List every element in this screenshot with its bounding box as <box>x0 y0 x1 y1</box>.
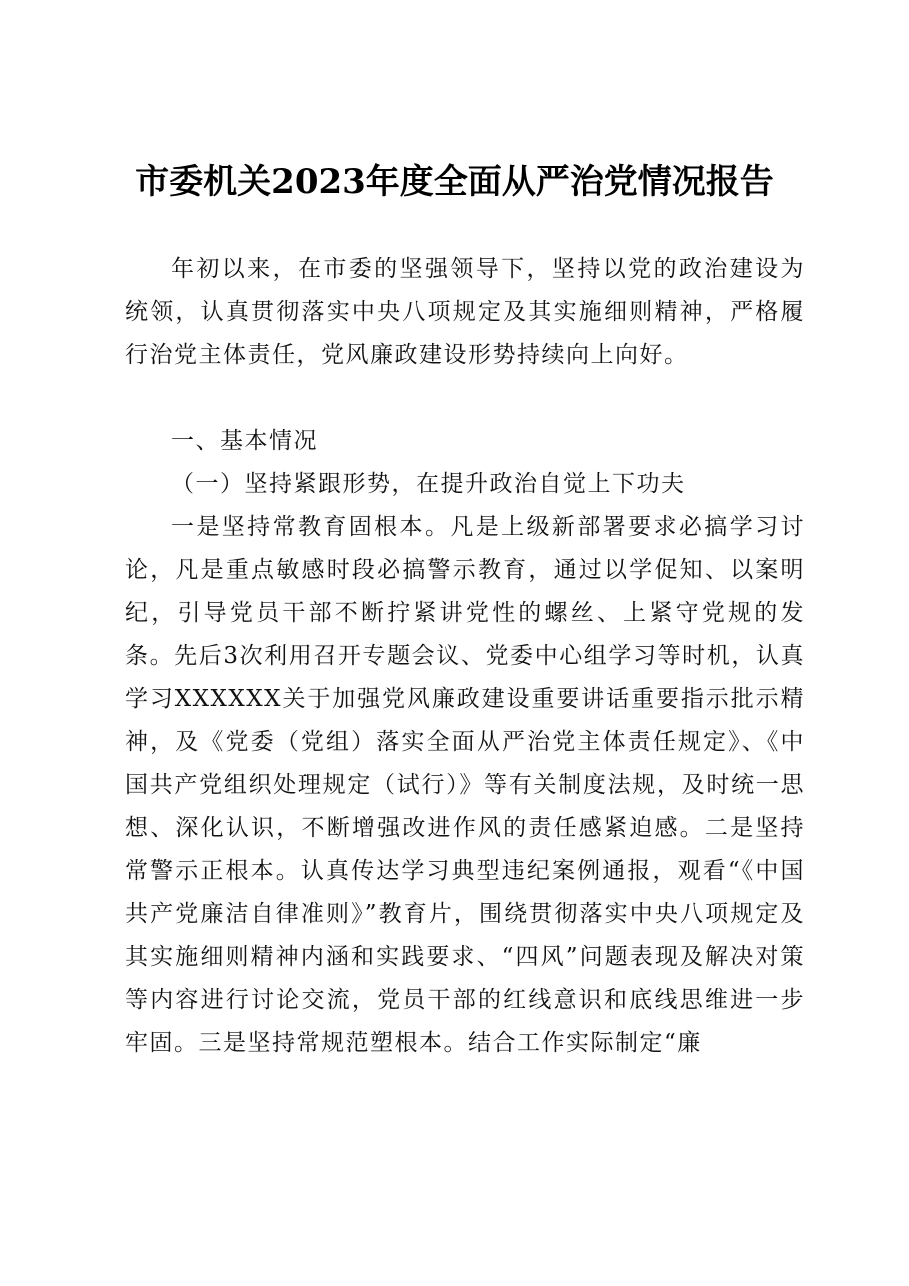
intro-paragraph: 年初以来，在市委的坚强领导下，坚持以党的政治建设为统领，认真贯彻落实中央八项规定及其实施细则精神，严格履行治党主体责任，党风廉政建设形势持续向上向好。 <box>125 256 805 368</box>
document-title: 市委机关2023年度全面从严治党情况报告 <box>135 162 774 202</box>
subsection-heading-political-awareness: （一）坚持紧跟形势，在提升政治自觉上下功夫 <box>171 471 686 497</box>
body-paragraph: 一是坚持常教育固根本。凡是上级新部署要求必搞学习讨论，凡是重点敏感时段必搞警示教育，通过以学促知、以案明纪，引导党员干部不断拧紧讲党性的螺丝、上紧守党规的发条。先后3次利用召开专题会议、党委中心组学习等时机，认真学习XXXXXX关于加强党风廉政建设重要讲话重要指示批示精神，及《党委（党组）落实全面从严治党主体责任规定》、《中国共产党组织处理规定（试行）》等有关制度法规，及时统一思想、深化认识，不断增强改进作风的责任感紧迫感。二是坚持常警示正根本。认真传达学习典型违纪案例通报，观看“《中国共产党廉洁自律准则》”教育片，围绕贯彻落实中央八项规定及其实施细则精神内涵和实践要求、“四风”问题表现及解决对策等内容进行讨论交流，党员干部的红线意识和底线思维进一步牢固。三是坚持常规范塑根本。结合工作实际制定“廉 <box>125 514 805 1056</box>
section-heading-basic-situation: 一、基本情况 <box>171 428 318 454</box>
